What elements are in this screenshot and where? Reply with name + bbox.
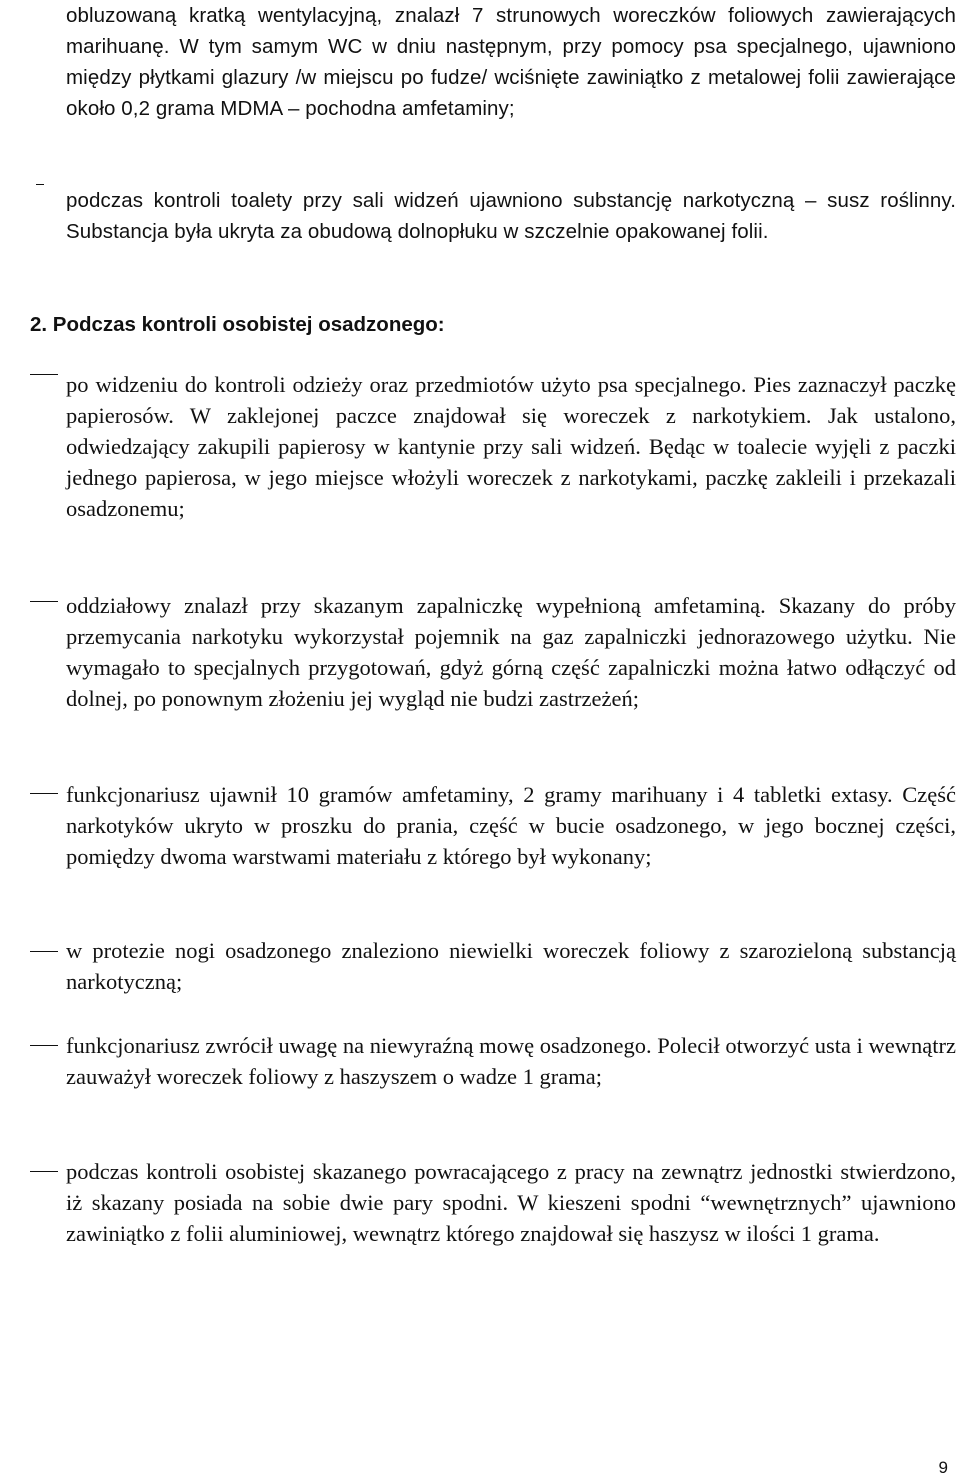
continuation-paragraph: obluzowaną kratką wentylacyjną, znalazł 7 strunowych woreczków foliowych zawierających marihuanę. W tym samym WC w dniu następnym, przy pomocy psa specjalnego, ujawniono między płytkami glazury /w miejscu po fudze/ wciśnięte zawiniątko z metalowej folii zawierające około 0,2 grama MDMA – pochodna amfetaminy; xyxy=(66,4,956,120)
list-item: po widzeniu do kontroli odzieży oraz przedmiotów użyto psa specjalnego. Pies zaznaczył paczkę papierosów. W zaklejonej paczce znajdował się woreczek z narkotykiem. Jak ustalono, odwiedzający zakupili papierosy w kantynie przy sali widzeń. Będąc w toalecie wyjęli z paczki jednego papierosa, w jego miejsce włożyli woreczek z narkotykami, paczkę zakleili i przekazali osadzonemu; xyxy=(66,372,956,521)
list-dash-marker xyxy=(30,601,58,602)
page-number: 9 xyxy=(938,1458,948,1477)
list-item: funkcjonariusz ujawnił 10 gramów amfetaminy, 2 gramy marihuany i 4 tabletki extasy. Część narkotyków ukryto w proszku do prania, część w bucie osadzonego, w jego bocznej części, pomiędzy dwoma warstwami materiału z którego był wykonany; xyxy=(66,782,956,869)
list-dash-marker xyxy=(30,951,58,952)
list-dash-marker xyxy=(30,1171,58,1172)
list-dash-marker xyxy=(30,793,58,794)
list-item: podczas kontroli osobistej skazanego powracającego z pracy na zewnątrz jednostki stwierdzono, iż skazany posiada na sobie dwie pary spodni. W kieszeni spodni “wewnętrznych” ujawniono zawiniątko z folii aluminiowej, wewnątrz którego znajdował się haszysz w ilości 1 grama. xyxy=(66,1159,956,1246)
list-item: w protezie nogi osadzonego znaleziono niewielki woreczek foliowy z szarozieloną substancją narkotyczną; xyxy=(66,938,956,994)
list-dash-marker xyxy=(30,1045,58,1046)
list-dash-marker xyxy=(30,374,58,375)
list-item: oddziałowy znalazł przy skazanym zapalniczkę wypełnioną amfetaminą. Skazany do próby przemycania narkotyku wykorzystał pojemnik na gaz zapalniczki jednorazowego użytku. Nie wymagało to specjalnych przygotowań, gdyż górną część zapalniczki można łatwo odłączyć od dolnej, po ponownym złożeniu jej wygląd nie budzi zastrzeżeń; xyxy=(66,593,956,711)
list-item-toilet-inspection: podczas kontroli toalety przy sali widzeń ujawniono substancję narkotyczną – susz roślinny. Substancja była ukryta za obudową dolnopłuku w szczelnie opakowanej folii. xyxy=(66,189,956,243)
section-heading: 2. Podczas kontroli osobistej osadzonego: xyxy=(30,313,445,336)
list-item: funkcjonariusz zwrócił uwagę na niewyraźną mowę osadzonego. Polecił otworzyć usta i wewnątrz zauważył woreczek foliowy z haszyszem o wadze 1 grama; xyxy=(66,1033,956,1089)
list-dash-marker xyxy=(36,184,44,185)
